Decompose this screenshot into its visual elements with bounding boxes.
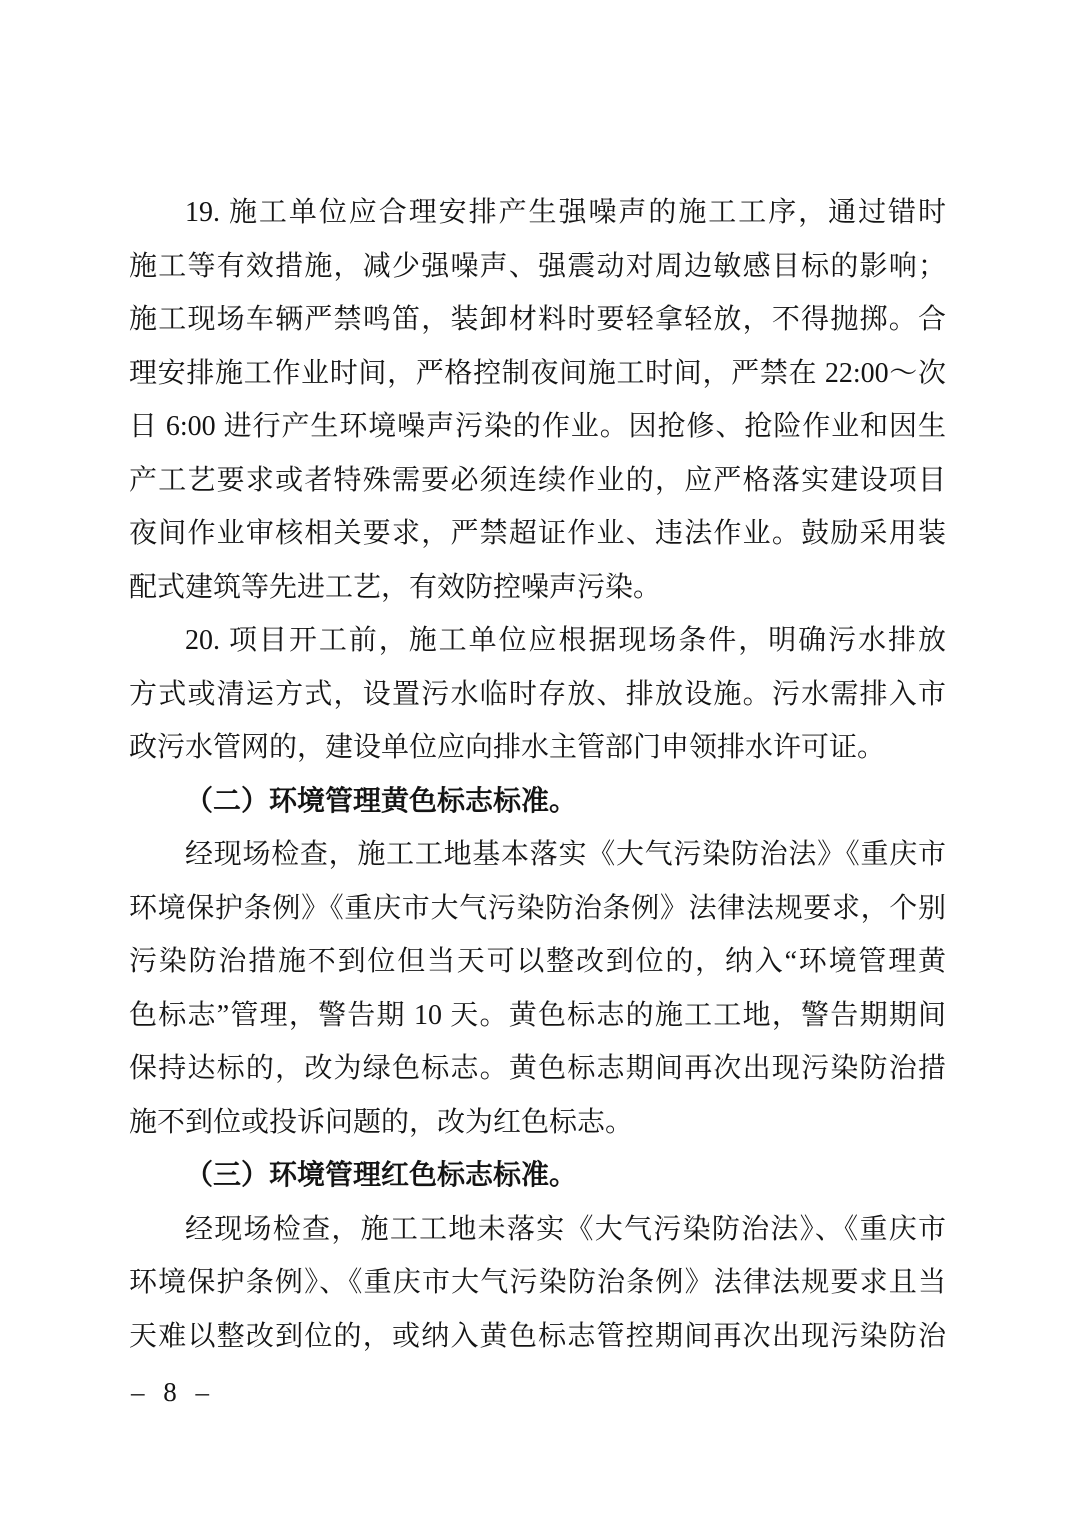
text-line: 产工艺要求或者特殊需要必须连续作业的，应严格落实建设项目: [129, 464, 946, 496]
text-line: 经现场检查，施工工地基本落实《大气污染防治法》《重庆市: [185, 839, 946, 870]
text-line: 环境保护条例》、《重庆市大气污染防治条例》法律法规要求且当: [129, 1267, 946, 1298]
paragraph-20: [129, 614, 946, 775]
text-line: 施工现场车辆严禁鸣笛，装卸材料时要轻拿轻放，不得抛掷。合: [129, 304, 946, 335]
text-line: 污染防治措施不到位但当天可以整改到位的，纳入“环境管理黄: [129, 946, 946, 977]
text-line: 20. 项目开工前，施工单位应根据现场条件，明确污水排放: [185, 625, 946, 656]
page-footer: [131, 1378, 215, 1406]
paragraph-red-detail: [129, 1203, 946, 1364]
heading-red-standard: [129, 1149, 946, 1203]
text-line: 政污水管网的，建设单位应向排水主管部门申领排水许可证。: [129, 732, 886, 763]
text-line: 色标志”管理，警告期 10 天。黄色标志的施工工地，警告期期间: [129, 999, 946, 1031]
text-line: 配式建筑等先进工艺，有效防控噪声污染。: [129, 571, 662, 603]
text-line: 理安排施工作业时间，严格控制夜间施工时间，严禁在 22:00～次: [129, 357, 946, 389]
text-line: （三）环境管理红色标志标准。: [185, 1160, 578, 1191]
text-line: （二）环境管理黄色标志标准。: [185, 785, 578, 817]
text-line: 经现场检查，施工工地未落实《大气污染防治法》、《重庆市: [185, 1213, 946, 1245]
text-line: 天难以整改到位的，或纳入黄色标志管控期间再次出现污染防治: [129, 1320, 946, 1352]
paragraph-yellow-detail: [129, 828, 946, 1149]
text-line: 夜间作业审核相关要求，严禁超证作业、违法作业。鼓励采用装: [129, 518, 946, 549]
text-line: 日 6:00 进行产生环境噪声污染的作业。因抢修、抢险作业和因生: [129, 411, 946, 442]
text-line: 19. 施工单位应合理安排产生强噪声的施工工序，通过错时: [185, 197, 946, 228]
heading-yellow-standard: [129, 775, 946, 829]
document-body: [129, 186, 946, 1363]
text-line: 施工等有效措施，减少强噪声、强震动对周边敏感目标的影响；: [129, 250, 946, 282]
text-line: 施不到位或投诉问题的，改为红色标志。: [129, 1106, 634, 1138]
paragraph-19: [129, 186, 946, 614]
text-line: 环境保护条例》《重庆市大气污染防治条例》法律法规要求，个别: [129, 892, 946, 924]
text-line: 保持达标的，改为绿色标志。黄色标志期间再次出现污染防治措: [129, 1053, 946, 1084]
text-line: 方式或清运方式，设置污水临时存放、排放设施。污水需排入市: [129, 678, 946, 710]
page-number: – 8 –: [131, 1377, 215, 1407]
